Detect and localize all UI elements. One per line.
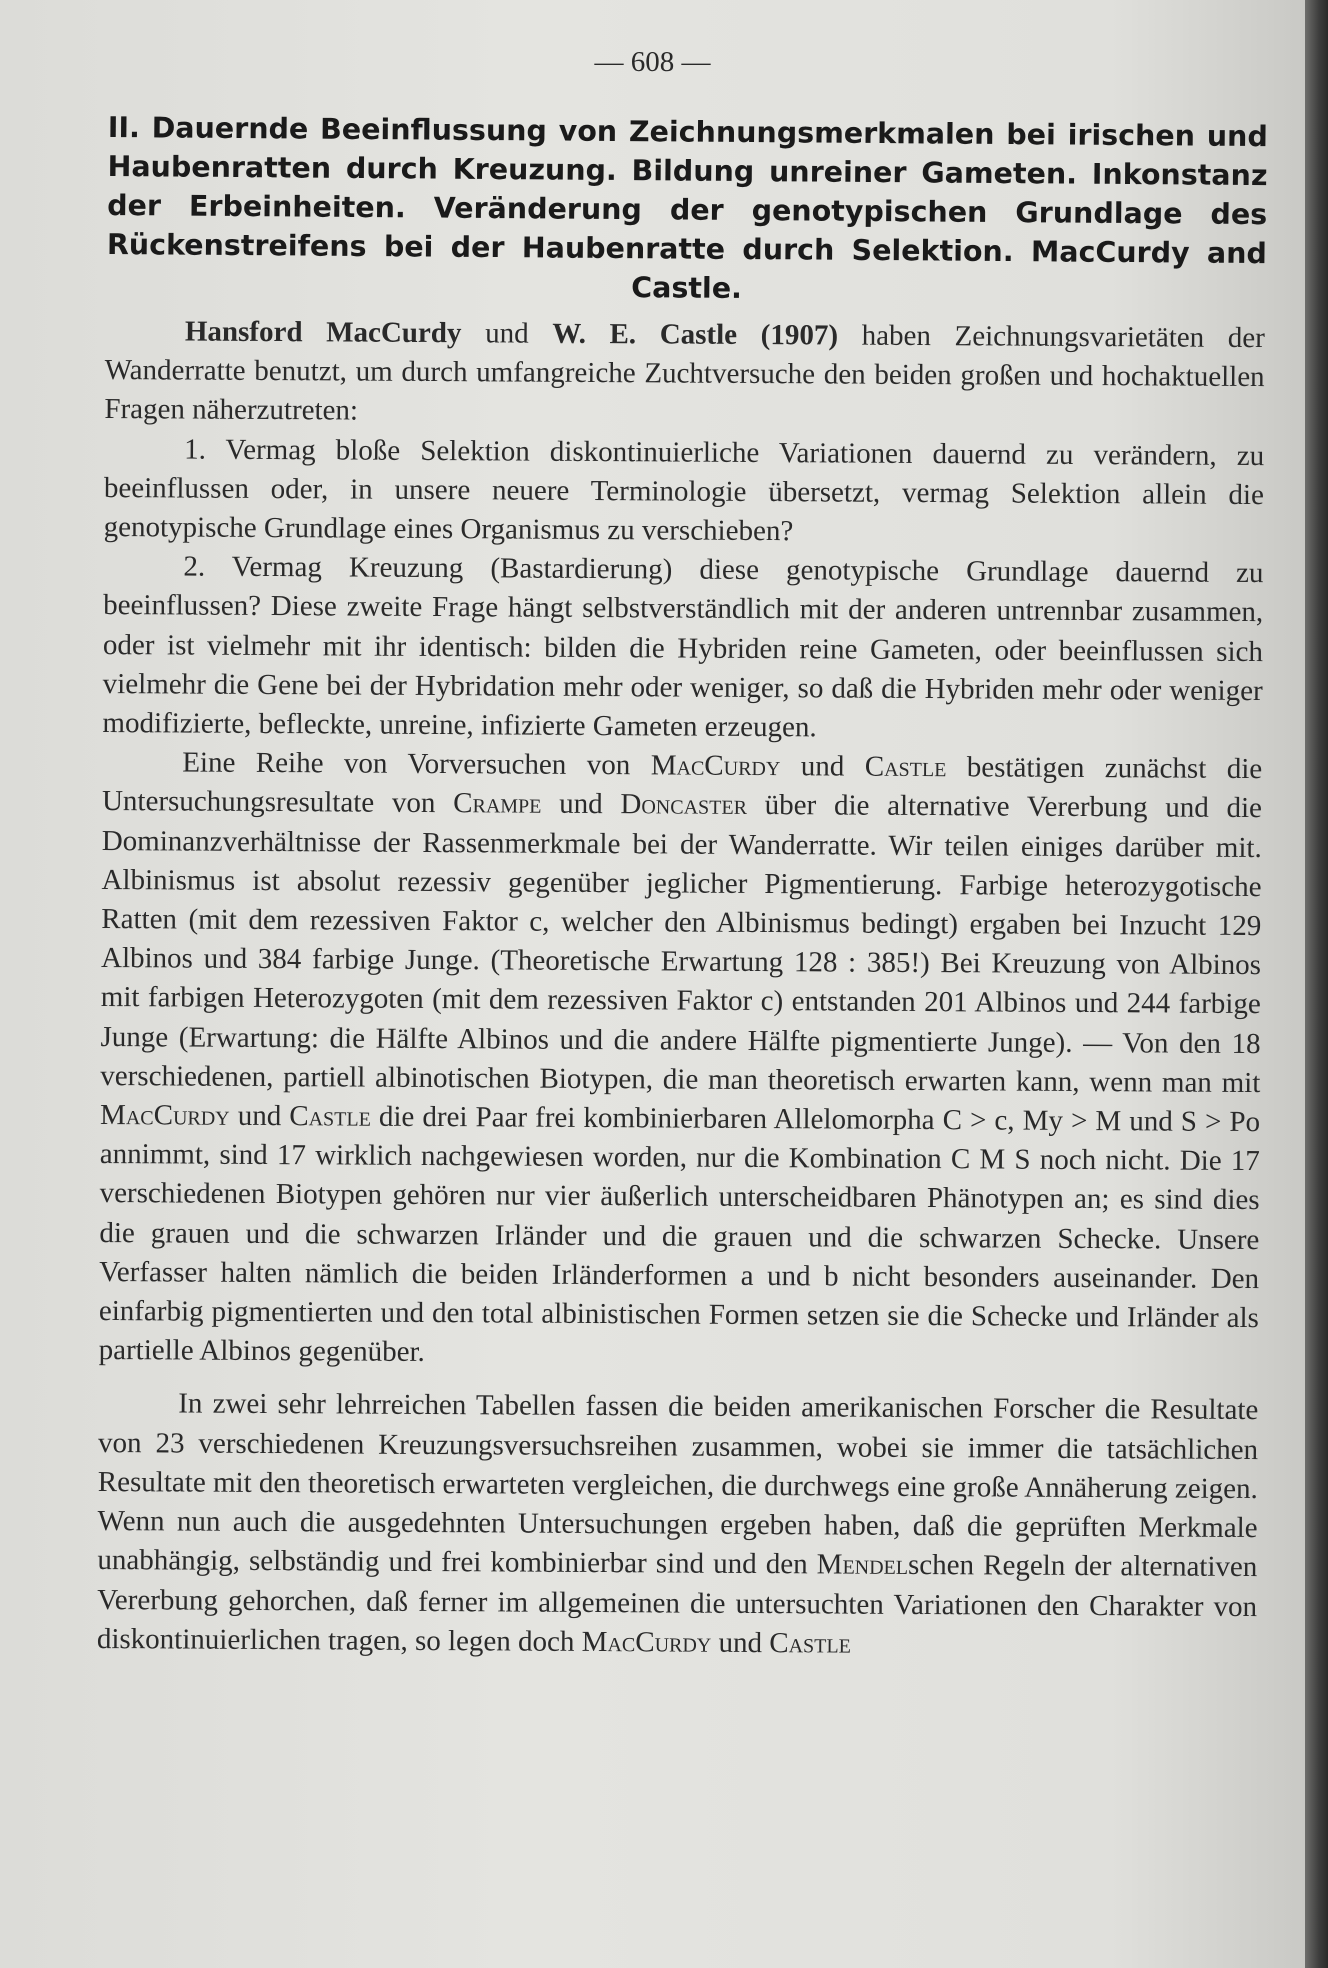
author-mendel: Mendel: [816, 1548, 909, 1582]
book-spine-shadow: [1305, 0, 1328, 1968]
text-run: und: [541, 788, 621, 821]
conjunction: und: [461, 317, 553, 350]
text-run: schen Regeln der alternativen Vererbung gehorchen, daß ferner im allgemeinen die untersuchten Variationen den Charakter von diskontinuierlichen tragen, so legen doch: [96, 1549, 1258, 1658]
author-name: Hansford MacCurdy: [184, 315, 462, 350]
paragraph-1: [104, 312, 1265, 437]
text-run: die drei Paar frei kombinierbaren Allelomorpha C > c, My > M und S > Po annimmt, sind 17 wirklich nachgewiesen worden, nur die Kombination C M S noch nicht. Die 17 verschiedenen Biotypen gehören nur vier äußerlich unterscheidbaren Phänotypen an; es sind dies die grauen und die schwarzen Irländer und die grauen und die schwarzen Schecke. Unsere Verfasser halten nämlich die beiden Irländerformen a und b nicht besonders auseinander. Den einfarbig pigmentierten und den total albinistischen Formen setzen sie die Schecke und Irländer als partielle Albinos gegenüber.: [98, 1100, 1261, 1369]
section-heading-text: II. Dauernde Beeinflussung von Zeichnungsmerkmalen bei irischen und Haubenratten durch Kreuzung. Bildung unreiner Gameten. Inkonstanz der Erbeinheiten. Veränderung der genotypischen Grundlage des Rückenstreifens bei der Haubenratte durch Selektion. MacCurdy and Castle.: [106, 110, 1268, 305]
author-castle: Castle: [769, 1626, 851, 1660]
author-maccurdy: MacCurdy: [99, 1099, 230, 1132]
paragraph-5: [97, 1384, 1259, 1666]
author-maccurdy: MacCurdy: [650, 749, 781, 783]
text-run: Eine Reihe von Vorversuchen von: [182, 746, 651, 782]
text-run: über die alternative Vererbung und die Dominanzverhältnisse der Rassenmerkmale bei der Wanderratte. Wir teilen einiges darüber mit. Albinismus ist absolut rezessiv gegenüber jeglicher Pigmentierung. Farbige heterozygotische Ratten (mit dem rezessiven Faktor c, welcher den Albinismus bedingt) ergaben bei Inzucht 129 Albinos und 384 farbige Junge. (Theoretische Erwartung 128 : 385!) Bei Kreuzung von Albinos mit farbigen Heterozygoten (mit dem rezessiven Faktor c) entstanden 201 Albinos und 244 farbige Junge (Erwartung: die Hälfte Albinos und die andere Hälfte pigmentierte Junge). — Von den 18 verschiedenen, partiell albinotischen Biotypen, die man theoretisch erwarten kann, wenn man mit: [100, 789, 1263, 1099]
text-run: und: [711, 1626, 770, 1659]
paragraph-4: [99, 743, 1263, 1377]
author-doncaster: Doncaster: [620, 788, 748, 822]
text-run: In zwei sehr lehrreichen Tabellen fassen die beiden amerikanischen Forscher die Resultate von 23 verschiedenen Kreuzungsversuchsreihen zusammen, wobei sie immer die tatsächlichen Resultate mit den theoretisch erwarteten vergleichen, die durchwegs eine große Annäherung zeigen. Wenn nun auch die ausgedehnten Untersuchungen ergeben haben, daß die geprüften Merkmale unabhängig, selbständig und frei kombinierbar sind und den: [97, 1387, 1259, 1581]
text-run: und: [229, 1099, 290, 1133]
page-number: — 608 —: [594, 46, 711, 78]
paragraph-2: 1. Vermag bloße Selektion diskontinuierliche Variationen dauernd zu verändern, zu beeinflussen oder, in unsere neuere Terminologie übersetzt, vermag Selektion allein die genotypische Grundlage eines Organismus zu verschieben?: [103, 433, 1265, 548]
paragraph-3: 2. Vermag Kreuzung (Bastardierung) diese genotypische Grundlage dauernd zu beeinflussen? Diese zweite Frage hängt selbstverständlich mit der anderen untrennbar zusammen, oder ist vielmehr mit ihr identisch: bilden die Hybriden reine Gameten, oder beeinflussen sich vielmehr die Gene bei der Hybridation mehr oder weniger, so daß die Hybriden mehr oder weniger modifizierte, befleckte, unreine, infizierte Gameten erzeugen.: [102, 550, 1264, 744]
author-maccurdy: MacCurdy: [581, 1625, 712, 1659]
author-castle: Castle: [289, 1100, 371, 1133]
section-heading: [106, 108, 1267, 312]
paragraph-1-text: haben Zeichnungsvarietäten der Wanderratte benutzt, um durch umfangreiche Zuchtversuche den beiden großen und hochaktuellen Fragen näherzutreten:: [104, 319, 1265, 427]
author-name-year: W. E. Castle (1907): [552, 317, 839, 352]
body-text: [97, 312, 1265, 1666]
text-run: und: [780, 750, 865, 783]
author-castle: Castle: [864, 750, 947, 784]
author-crampe: Crampe: [453, 787, 542, 821]
text-run: bestätigen zunächst die Untersuchungsresultate von: [101, 751, 1263, 820]
